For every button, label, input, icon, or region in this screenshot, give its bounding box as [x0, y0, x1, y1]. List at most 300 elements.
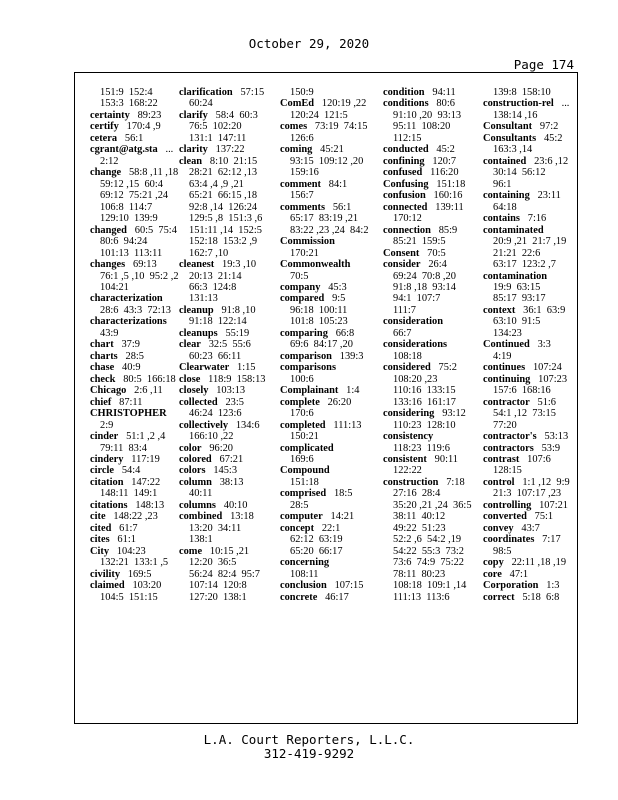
index-entry [179, 374, 271, 385]
index-headword: cited [90, 522, 112, 534]
index-page-refs: 122:22 [393, 465, 422, 477]
index-headword: characterizations [90, 316, 167, 328]
index-headword: connection [383, 224, 431, 236]
index-headword: comments [280, 201, 326, 213]
index-page-refs: 4:19 [493, 350, 512, 362]
index-page-refs: 2:6 ,11 [134, 385, 163, 397]
index-headword: complete [280, 396, 320, 408]
index-entry [179, 156, 271, 167]
index-page-refs: 169:6 [290, 454, 314, 465]
index-page-refs: 100:6 [290, 373, 314, 385]
index-headword: Consultant [483, 121, 533, 133]
index-entry [90, 569, 182, 580]
index-entry [483, 580, 575, 591]
index-headword: Confusing [383, 178, 429, 190]
index-entry [483, 443, 575, 454]
index-continuation-line [383, 236, 475, 247]
index-entry [280, 420, 372, 431]
index-entry [483, 374, 575, 385]
index-page-refs: 170:12 [393, 213, 422, 225]
index-page-refs: 76:1 ,5 ,10 95:2 ,2 [100, 270, 179, 282]
index-headword: close [179, 373, 201, 385]
index-continuation-line [179, 557, 271, 568]
index-entry [90, 431, 182, 442]
index-page-refs: 37:9 [121, 339, 140, 351]
index-headword: Consultants [483, 132, 537, 144]
index-continuation-line [90, 557, 182, 568]
index-headword: comparing [280, 327, 328, 339]
index-page-refs: 134:23 [493, 327, 522, 339]
index-page-refs: 60:23 66:11 [189, 350, 242, 362]
index-page-refs: 54:22 55:3 73:2 [393, 545, 465, 557]
index-headword: consider [383, 259, 421, 271]
index-continuation-line [90, 328, 182, 339]
index-continuation-line [280, 133, 372, 144]
index-page-refs: 127:20 138:1 [189, 591, 247, 603]
index-continuation-line [280, 156, 372, 167]
index-headword: concrete [280, 591, 318, 603]
index-page-refs: 45:2 [543, 132, 563, 144]
index-entry [179, 477, 271, 488]
index-continuation-line [90, 213, 182, 224]
index-page-refs: 129:10 139:9 [100, 213, 158, 225]
index-entry [383, 225, 475, 236]
index-continuation-line [90, 488, 182, 499]
index-page-refs: 23:6 ,12 [534, 155, 569, 167]
index-page-refs: 35:20 ,21 ,24 36:5 [393, 499, 472, 511]
index-entry [90, 110, 182, 121]
index-page-refs: 120:19 ,22 [321, 98, 367, 110]
index-headword: chief [90, 396, 112, 408]
index-column-5 [483, 87, 575, 603]
index-entry [179, 385, 271, 396]
index-page-refs: 87:11 [119, 396, 143, 408]
index-entry [383, 167, 475, 178]
index-headword: ComEd [280, 98, 315, 110]
index-page-refs: 1:4 [346, 385, 360, 397]
index-page-refs: 57:15 [240, 87, 265, 98]
index-continuation-line [90, 248, 182, 259]
index-page-refs: 54:4 [121, 465, 141, 477]
index-page-refs: 163:3 ,14 [493, 144, 533, 156]
index-page-refs: 76:5 102:20 [189, 121, 242, 133]
index-entry [280, 465, 372, 476]
index-continuation-line [179, 236, 271, 247]
index-continuation-line [90, 592, 182, 603]
index-page-refs: 170:4 ,9 [126, 121, 161, 133]
index-headword: contractor's [483, 431, 537, 443]
index-headword: considering [383, 408, 435, 420]
index-continuation-line [179, 248, 271, 259]
index-continuation-line [179, 167, 271, 178]
index-entry [383, 477, 475, 488]
index-page-refs: 28:6 43:3 72:13 [100, 304, 172, 316]
index-column-1 [90, 87, 182, 603]
index-continuation-line [383, 569, 475, 580]
index-continuation-line [383, 557, 475, 568]
index-page-refs: 110:23 128:10 [393, 419, 456, 431]
index-page-refs: 95:11 108:20 [393, 121, 451, 133]
index-headword: color [179, 442, 202, 454]
index-continuation-line [280, 569, 372, 580]
index-continuation-line [483, 282, 575, 293]
index-entry [383, 98, 475, 109]
index-entry [90, 477, 182, 488]
index-page-refs: 91:8 ,18 93:14 [393, 281, 456, 293]
index-continuation-line [383, 351, 475, 362]
index-page-refs: 107:24 [532, 362, 562, 374]
index-page-refs: 2:12 [100, 155, 119, 167]
index-continuation-line [280, 190, 372, 201]
index-entry [280, 488, 372, 499]
index-continuation-line [179, 580, 271, 591]
index-page-refs: 38:13 [219, 476, 244, 488]
index-continuation-line [383, 213, 475, 224]
index-page-refs: 94:11 [432, 87, 456, 98]
index-page-refs: 66:7 [393, 327, 412, 339]
index-page-refs: 52:2 ,6 54:2 ,19 [393, 534, 462, 546]
index-entry [90, 534, 182, 545]
index-page-refs: 90:11 [434, 454, 458, 465]
index-headword: City [90, 545, 110, 557]
index-page-refs: 101:13 113:11 [100, 247, 163, 259]
index-entry [280, 362, 372, 373]
index-continuation-line [179, 592, 271, 603]
index-headword: concept [280, 522, 315, 534]
index-page-refs: 36:1 63:9 [523, 304, 566, 316]
index-page-refs: 101:8 105:23 [290, 316, 348, 328]
index-headword: confused [383, 167, 423, 179]
index-page-refs: 133:16 161:17 [393, 396, 456, 408]
index-page-refs: 56:1 [124, 132, 144, 144]
index-page-refs: 20:13 21:14 [189, 270, 242, 282]
index-headword: combined [179, 511, 223, 523]
index-continuation-line [483, 179, 575, 190]
index-entry [90, 167, 182, 178]
index-page-refs: 73:6 74:9 75:22 [393, 557, 465, 569]
index-page-refs: 120:24 121:5 [290, 109, 348, 121]
index-headword: Compound [280, 465, 330, 477]
index-continuation-line [90, 236, 182, 247]
index-entry [179, 397, 271, 408]
index-continuation-line [179, 271, 271, 282]
index-page-refs: 160:16 [433, 190, 463, 202]
index-continuation-line [280, 248, 372, 259]
index-entry [383, 248, 475, 259]
index-headword: cite [90, 511, 106, 523]
index-entry [90, 351, 182, 362]
index-entry [483, 534, 575, 545]
index-page-refs: 65:17 83:19 ,21 [290, 213, 359, 225]
index-entry [483, 592, 575, 603]
index-headword: cindery [90, 454, 124, 465]
index-headword: citations [90, 499, 128, 511]
index-page-refs: 85:17 93:17 [493, 293, 546, 305]
index-headword: clarify [179, 109, 208, 121]
index-continuation-line [483, 488, 575, 499]
index-page-refs: 118:9 158:13 [208, 373, 266, 385]
index-headword: comes [280, 121, 308, 133]
index-continuation-line [483, 408, 575, 419]
index-entry [280, 282, 372, 293]
index-continuation-line [383, 534, 475, 545]
index-headword: collectively [179, 419, 229, 431]
index-page-refs: 156:7 [290, 190, 314, 202]
index-page-refs: 93:12 [442, 408, 466, 420]
index-continuation-line [280, 213, 372, 224]
index-page-refs: 80:6 [436, 98, 455, 110]
index-entry [483, 511, 575, 522]
index-page-refs: 151:18 [290, 476, 319, 488]
page-footer [0, 733, 618, 761]
index-page-refs: 58:8 ,11 ,18 [128, 167, 179, 179]
index-entry [383, 259, 475, 270]
index-headword: column [179, 476, 212, 488]
index-entry [179, 259, 271, 270]
index-headword: complicated [280, 442, 334, 454]
index-page-refs: 152:18 153:2 ,9 [189, 236, 258, 248]
index-headword: columns [179, 499, 216, 511]
index-page-refs: 7:18 [446, 476, 465, 488]
index-continuation-line [179, 121, 271, 132]
index-continuation-line [179, 133, 271, 144]
index-page-refs: 91:18 122:14 [189, 316, 247, 328]
index-entry [383, 156, 475, 167]
index-page-refs: 97:2 [539, 121, 559, 133]
index-headword: clean [179, 155, 203, 167]
index-continuation-line [280, 305, 372, 316]
index-entry [179, 110, 271, 121]
index-continuation-line [179, 190, 271, 201]
index-continuation-line [90, 420, 182, 431]
index-continuation-line [383, 271, 475, 282]
index-page-refs: 53:9 [541, 442, 561, 454]
index-column-4 [383, 87, 475, 603]
index-page-refs: 80:6 94:24 [100, 236, 148, 248]
page-date: October 29, 2020 [248, 36, 370, 51]
index-page-refs: 2:9 [100, 419, 114, 431]
index-entry [280, 236, 372, 247]
index-entry [280, 557, 372, 568]
index-headword: contrast [483, 454, 520, 465]
index-page-refs: 65:21 66:15 ,18 [189, 190, 258, 202]
index-continuation-line [280, 339, 372, 350]
index-headword: cgrant@atg.sta [90, 144, 158, 156]
index-headword: comprised [280, 488, 327, 500]
index-entry [280, 144, 372, 155]
index-entry [383, 362, 475, 373]
index-headword: come [179, 545, 203, 557]
index-page-refs: 104:23 [116, 545, 146, 557]
index-continuation-line [179, 293, 271, 304]
index-continuation-line [179, 569, 271, 580]
index-continuation-line [90, 98, 182, 109]
index-continuation-line [383, 385, 475, 396]
index-continuation-line [383, 523, 475, 534]
index-headword: cleanup [179, 304, 214, 316]
index-continuation-line [483, 293, 575, 304]
index-page-refs: 28:5 [125, 350, 144, 362]
index-headword: contains [483, 213, 520, 225]
index-page-refs: 7:16 [527, 213, 547, 225]
index-page-refs: 67:21 [219, 454, 244, 465]
index-page-refs: 150:21 [290, 431, 319, 443]
index-continuation-line [179, 202, 271, 213]
index-entry [280, 293, 372, 304]
index-headword: consistent [383, 454, 427, 465]
index-page-refs: 51:6 [537, 396, 557, 408]
index-page-refs: 10:15 ,21 [209, 545, 250, 557]
index-headword: clarification [179, 87, 233, 98]
index-headword: check [90, 373, 116, 385]
index-continuation-line [383, 110, 475, 121]
index-page-refs: 13:20 34:11 [189, 522, 242, 534]
index-continuation-line [383, 328, 475, 339]
index-entry [483, 156, 575, 167]
index-page-refs: 111:13 113:6 [393, 591, 450, 603]
index-page-refs: 56:1 [332, 201, 352, 213]
index-entry [280, 328, 372, 339]
index-headword: clear [179, 339, 201, 351]
index-page-refs: 53:13 [544, 431, 569, 443]
index-entry [280, 397, 372, 408]
index-page-refs: 148:11 149:1 [100, 488, 158, 500]
index-page-refs: 28:21 62:12 ,13 [189, 167, 258, 179]
index-continuation-line [483, 259, 575, 270]
index-entry [90, 362, 182, 373]
index-headword: completed [280, 419, 326, 431]
index-entry [280, 523, 372, 534]
index-page-refs: 55:19 [225, 327, 250, 339]
index-page-refs: 131:1 147:11 [189, 132, 247, 144]
index-page-refs: 14:21 [330, 511, 355, 523]
index-headword: concerning [280, 557, 330, 569]
index-entry [179, 546, 271, 557]
index-entry [483, 225, 575, 236]
index-entry [483, 557, 575, 568]
index-continuation-line [280, 87, 372, 98]
index-headword: characterization [90, 293, 163, 305]
index-page-refs: 69:6 84:17 ,20 [290, 339, 353, 351]
index-headword: contamination [483, 270, 548, 282]
index-page-refs: 46:17 [325, 591, 349, 603]
index-continuation-line [483, 385, 575, 396]
index-headword: Continued [483, 339, 530, 351]
index-entry [179, 305, 271, 316]
index-entry [280, 511, 372, 522]
index-headword: collected [179, 396, 218, 408]
index-page-refs: 170:6 [290, 408, 314, 420]
index-continuation-line [483, 110, 575, 121]
index-continuation-line [280, 374, 372, 385]
index-page-refs: 92:8 ,14 126:24 [189, 201, 258, 213]
index-entry [483, 397, 575, 408]
index-continuation-line [90, 305, 182, 316]
index-headword: considerations [383, 339, 448, 351]
index-page-refs: 85:9 [438, 224, 458, 236]
index-headword: chart [90, 339, 114, 351]
index-entry [280, 592, 372, 603]
index-page-refs: 61:1 [117, 534, 136, 546]
index-page-refs: 89:23 [137, 109, 162, 121]
index-page-refs: 138:14 ,16 [493, 109, 538, 121]
index-continuation-line [90, 87, 182, 98]
index-page-refs: 85:21 159:5 [393, 236, 446, 248]
index-continuation-line [280, 271, 372, 282]
index-entry [90, 144, 182, 155]
index-headword: convey [483, 522, 514, 534]
index-entry [483, 500, 575, 511]
index-continuation-line [483, 167, 575, 178]
index-entry [90, 546, 182, 557]
index-entry [90, 374, 182, 385]
index-page-refs: 139:3 [339, 350, 364, 362]
index-page-refs: 66:8 [335, 327, 355, 339]
index-continuation-line [179, 534, 271, 545]
index-entry [179, 328, 271, 339]
index-continuation-line [179, 351, 271, 362]
index-page-refs: 91:10 ,20 93:13 [393, 109, 462, 121]
index-page-refs: 78:11 80:23 [393, 568, 446, 580]
index-page-refs: 137:22 [215, 144, 245, 156]
index-page-refs: 150:9 [290, 87, 314, 98]
index-entry [90, 397, 182, 408]
index-continuation-line [483, 202, 575, 213]
index-continuation-line [280, 546, 372, 557]
index-headword: claimed [90, 580, 125, 592]
index-page-refs: 148:13 [135, 499, 165, 511]
index-continuation-line [90, 271, 182, 282]
index-headword: copy [483, 557, 504, 569]
index-page-refs: ... [165, 144, 174, 156]
index-page-refs: 46:24 123:6 [189, 408, 242, 420]
index-page-refs: 107:23 [538, 373, 568, 385]
index-continuation-line [179, 523, 271, 534]
index-page-refs: 45:21 [320, 144, 344, 156]
index-page-refs: 27:16 28:4 [393, 488, 441, 500]
index-page-refs: 62:12 63:19 [290, 534, 343, 546]
index-headword: Corporation [483, 580, 539, 592]
index-entry [483, 213, 575, 224]
index-headword: certify [90, 121, 119, 133]
index-continuation-line [383, 293, 475, 304]
index-headword: CHRISTOPHER [90, 408, 167, 420]
index-headword: Consent [383, 247, 420, 259]
index-continuation-line [179, 179, 271, 190]
index-entry [483, 431, 575, 442]
index-page-refs: 104:21 [100, 281, 129, 293]
index-entry [383, 339, 475, 350]
index-headword: contractors [483, 442, 534, 454]
index-headword: cites [90, 534, 110, 546]
index-continuation-line [483, 248, 575, 259]
index-entry [280, 580, 372, 591]
index-page-refs: 108:20 ,23 [393, 373, 438, 385]
index-continuation-line [383, 488, 475, 499]
index-headword: continues [483, 362, 526, 374]
index-page-refs: 56:24 82:4 95:7 [189, 568, 261, 580]
index-page-refs: 110:16 133:15 [393, 385, 456, 397]
index-continuation-line [179, 488, 271, 499]
index-headword: control [483, 476, 515, 488]
index-headword: cleanups [179, 327, 218, 339]
index-page-refs: 23:11 [537, 190, 561, 202]
index-page-refs: 70:5 [290, 270, 309, 282]
index-page-refs: 38:11 40:12 [393, 511, 446, 523]
index-headword: conducted [383, 144, 429, 156]
index-continuation-line [483, 328, 575, 339]
index-headword: colors [179, 465, 206, 477]
